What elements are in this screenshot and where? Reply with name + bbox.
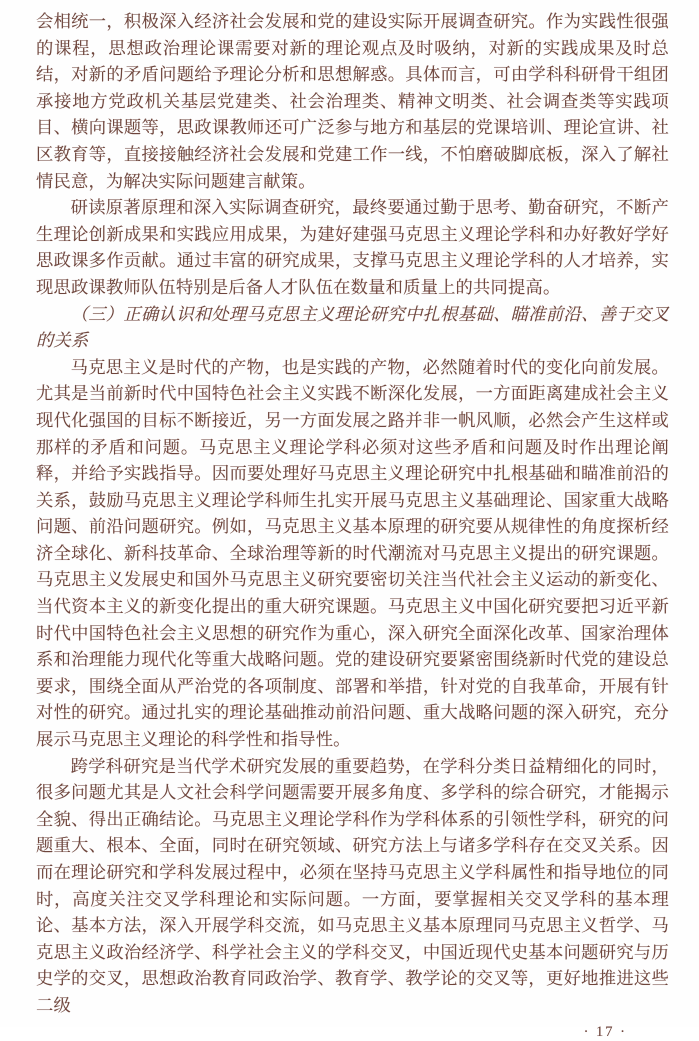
paragraph-research-results: 研读原著原理和深入实际调查研究，最终要通过勤于思考、勤奋研究，不断产生理论创新成果和实践应用成果，为建好建强马克思主义理论学科和办好教好学好思政课多作贡献。通过丰富的研究成果，支撑马克思主义理论学科的人才培养，实现思政课教师队伍特别是后备人才队伍在数量和质量上的共同提高。 [36, 198, 669, 297]
paragraph-marxism-era: 马克思主义是时代的产物，也是实践的产物，必然随着时代的变化向前发展。尤其是当前新时代中国特色社会主义实践不断深化发展，一方面距离建成社会主义现代化强国的目标不断接近，另一方面发展之路并非一帆风顺，必然会产生这样或那样的矛盾和问题。马克思主义理论学科必须对这些矛盾和问题及时作出理论阐释，并给予实践指导。因而要处理好马克思主义理论研究中扎根基础和瞄准前沿的关系，鼓励马克思主义理论学科师生扎实开展马克思主义基础理论、国家重大战略问题、前沿问题研究。例如，马克思主义基本原理的研究要从规律性的角度探析经济全球化、新科技革命、全球治理等新的时代潮流对马克思主义提出的研究课题。马克思主义发展史和国外马克思主义研究要密切关注当代社会主义运动的新变化、当代资本主义的新变化提出的重大研究课题。马克思主义中国化研究要把习近平新时代中国特色社会主义思想的研究作为重心，深入研究全面深化改革、国家治理体系和治理能力现代化等重大战略问题。党的建设研究要紧密围绕新时代党的建设总要求，围绕全面从严治党的各项制度、部署和举措，针对党的自我革命，开展有针对性的研究。通过扎实的理论基础推动前沿问题、重大战略问题的深入研究，充分展示马克思主义理论的科学性和指导性。 [36, 357, 669, 750]
page-number: · 17 · [583, 1023, 627, 1040]
paragraph-interdisciplinary: 跨学科研究是当代学术研究发展的重要趋势，在学科分类日益精细化的同时，很多问题尤其是人文社会科学问题需要开展多角度、多学科的综合研究，才能揭示全貌、得出正确结论。马克思主义理论学科作为学科体系的引领性学科，研究的问题重大、根本、全面，同时在研究领域、研究方法上与诸多学科存在交叉关系。因而在理论研究和学科发展过程中，必须在坚持马克思主义学科属性和指导地位的同时，高度关注交叉学科理论和实际问题。一方面，要掌握相关交叉学科的基本理论、基本方法，深入开展学科交流，如马克思主义基本原理同马克思主义哲学、马克思主义政治经济学、科学社会主义的学科交叉，中国近现代史基本问题研究与历史学的交叉，思想政治教育同政治学、教育学、教学论的交叉等，更好地推进这些二级 [36, 756, 669, 1015]
section-heading-3: （三）正确认识和处理马克思主义理论研究中扎根基础、瞄准前沿、善于交叉的关系 [36, 304, 669, 351]
paragraph-continuation: 会相统一，积极深入经济社会发展和党的建设实际开展调查研究。作为实践性很强的课程，思想政治理论课需要对新的理论观点及时吸纳，对新的实践成果及时总结，对新的矛盾问题给予理论分析和思想解惑。具体而言，可由学科科研骨干组团承接地方党政机关基层党建类、社会治理类、精神文明类、社会调查类等实践项目、横向课题等，思政课教师还可广泛参与地方和基层的党课培训、理论宣讲、社区教育等，直接接触经济社会发展和党建工作一线，不怕磨破脚底板，深入了解社情民意，为解决实际问题建言献策。 [36, 12, 669, 191]
